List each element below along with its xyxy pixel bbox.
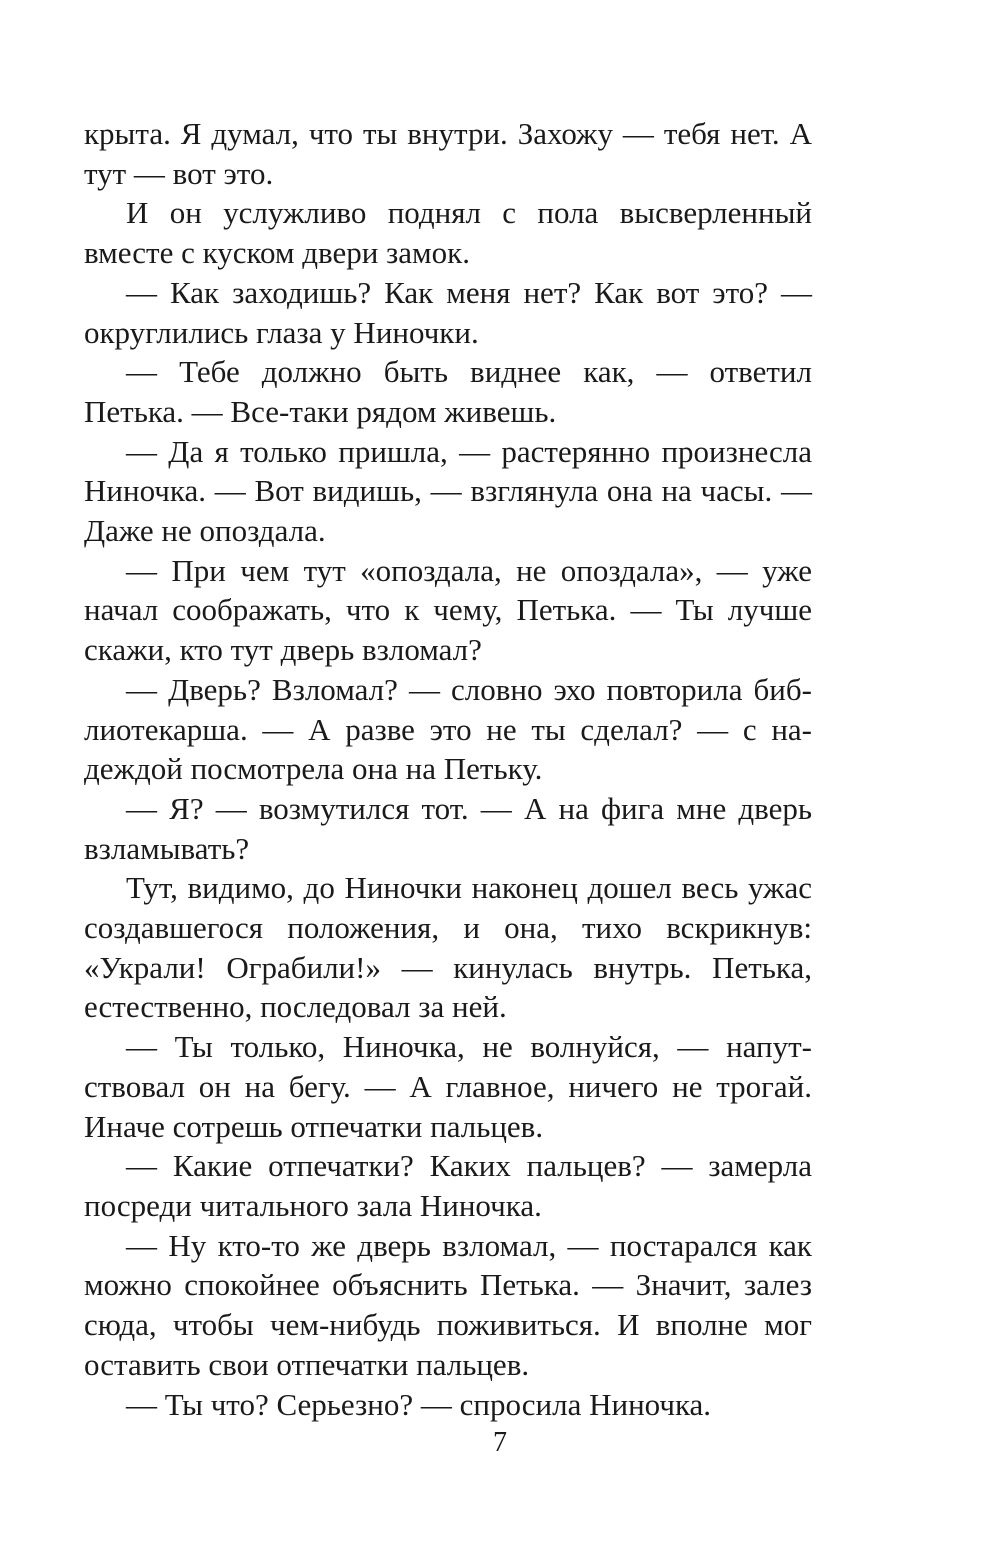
paragraph: — Тебе должно быть виднее как, — ответил Петька. — Все-таки рядом живешь. [84,354,812,429]
paragraph: — При чем тут «опоздала, не опоздала», — уже начал соображать, что к чему, Петька. — Ты лучше скажи, кто тут дверь взломал? [84,552,812,668]
paragraph: — Ты только, Ниночка, не волнуйся, — напутствовал он на бегу. — А главное, ничего не трогай. Иначе сотрешь отпечатки пальцев. [84,1029,812,1144]
paragraph: крыта. Я думал, что ты внутри. Захожу — тебя нет. А тут — вот это. [84,116,812,191]
paragraph: — Ты что? Серьезно? — спросила Ниночка. [126,1386,712,1422]
paragraph: — Как заходишь? Как меня нет? Как вот это? — округлились глаза у Ниночки. [84,274,812,350]
paragraph: Тут, видимо, до Ниночки наконец дошел весь ужас создавшегося положения, и она, тихо вскрикнув: «Украли! Ограбили!» — кинулась внутрь. Петька, естественно, последовал за ней. [84,870,812,1025]
paragraph: — Я? — возмутился тот. — А на фига мне дверь взламывать? [84,790,812,866]
paragraph: И он услужливо поднял с пола высверленный вместе с куском двери замок. [84,195,812,271]
page-number: 7 [493,1427,507,1458]
paragraph: — Какие отпечатки? Каких пальцев? — замерла посреди читального зала Ниночка. [84,1148,812,1223]
paragraph: — Ну кто-то же дверь взломал, — постарался как можно спокойнее объяснить Петька. — Значит, залез сюда, чтобы чем-нибудь поживиться. И вполне мог оставить свои отпечатки пальцев. [84,1227,812,1382]
body-text [84,114,812,1424]
paragraph: — Дверь? Взломал? — словно эхо повторила библиотекарша. — А разве это не ты сделал? — с надеждой посмотрела она на Петьку. [84,671,812,787]
paragraph: — Да я только пришла, — растерянно произнесла Ниночка. — Вот видишь, — взглянула она на часы. — Даже не опоздала. [84,433,812,549]
